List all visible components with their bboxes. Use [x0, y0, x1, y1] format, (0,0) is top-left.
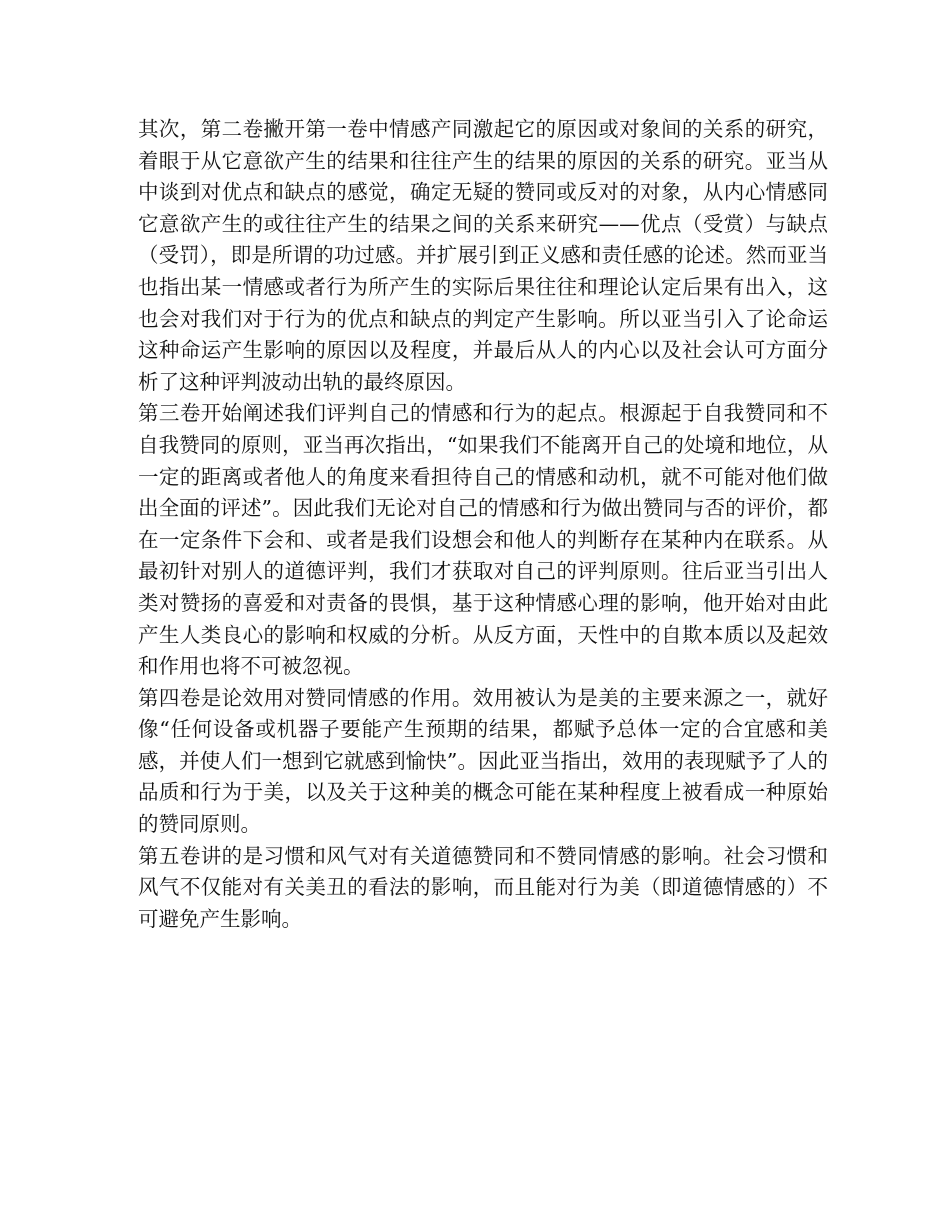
paragraph-book-three: 第三卷开始阐述我们评判自己的情感和行为的起点。根源起于自我赞同和不自我赞同的原则，亚当再次指出，“如果我们不能离开自己的处境和地位，从一定的距离或者他人的角度来看担待自己的情感和动机，就不可能对他们做出全面的评述”。因此我们无论对自己的情感和行为做出赞同与否的评价，都在一定条件下会和、或者是我们设想会和他人的判断存在某种内在联系。从最初针对别人的道德评判，我们才获取对自己的评判原则。往后亚当引出人类对赞扬的喜爱和对责备的畏惧，基于这种情感心理的影响，他开始对由此产生人类良心的影响和权威的分析。从反方面，天性中的自欺本质以及起效和作用也将不可被忽视。	[138, 401, 828, 679]
paragraph-book-two: 其次，第二卷撇开第一卷中情感产同激起它的原因或对象间的关系的研究，着眼于从它意欲产生的结果和往往产生的结果的原因的关系的研究。亚当从中谈到对优点和缺点的感觉，确定无疑的赞同或反对的对象，从内心情感同它意欲产生的或往往产生的结果之间的关系来研究——优点（受赏）与缺点（受罚），即是所谓的功过感。并扩展引到正义感和责任感的论述。然而亚当也指出某一情感或者行为所产生的实际后果往往和理论认定后果有出入，这也会对我们对于行为的优点和缺点的判定产生影响。所以亚当引入了论命运这种命运产生影响的原因以及程度，并最后从人的内心以及社会认可方面分析了这种评判波动出轨的最终原因。	[138, 117, 828, 394]
paragraph-book-four: 第四卷是论效用对赞同情感的作用。效用被认为是美的主要来源之一，就好像“任何设备或机器子要能产生预期的结果，都赋予总体一定的合宜感和美感，并使人们一想到它就感到愉快”。因此亚当指出，效用的表现赋予了人的品质和行为于美，以及关于这种美的概念可能在某种程度上被看成一种原始的赞同原则。	[138, 685, 828, 837]
document-body	[138, 114, 828, 935]
paragraph-book-five: 第五卷讲的是习惯和风气对有关道德赞同和不赞同情感的影响。社会习惯和风气不仅能对有关美丑的看法的影响，而且能对行为美（即道德情感的）不可避免产生影响。	[138, 843, 828, 931]
